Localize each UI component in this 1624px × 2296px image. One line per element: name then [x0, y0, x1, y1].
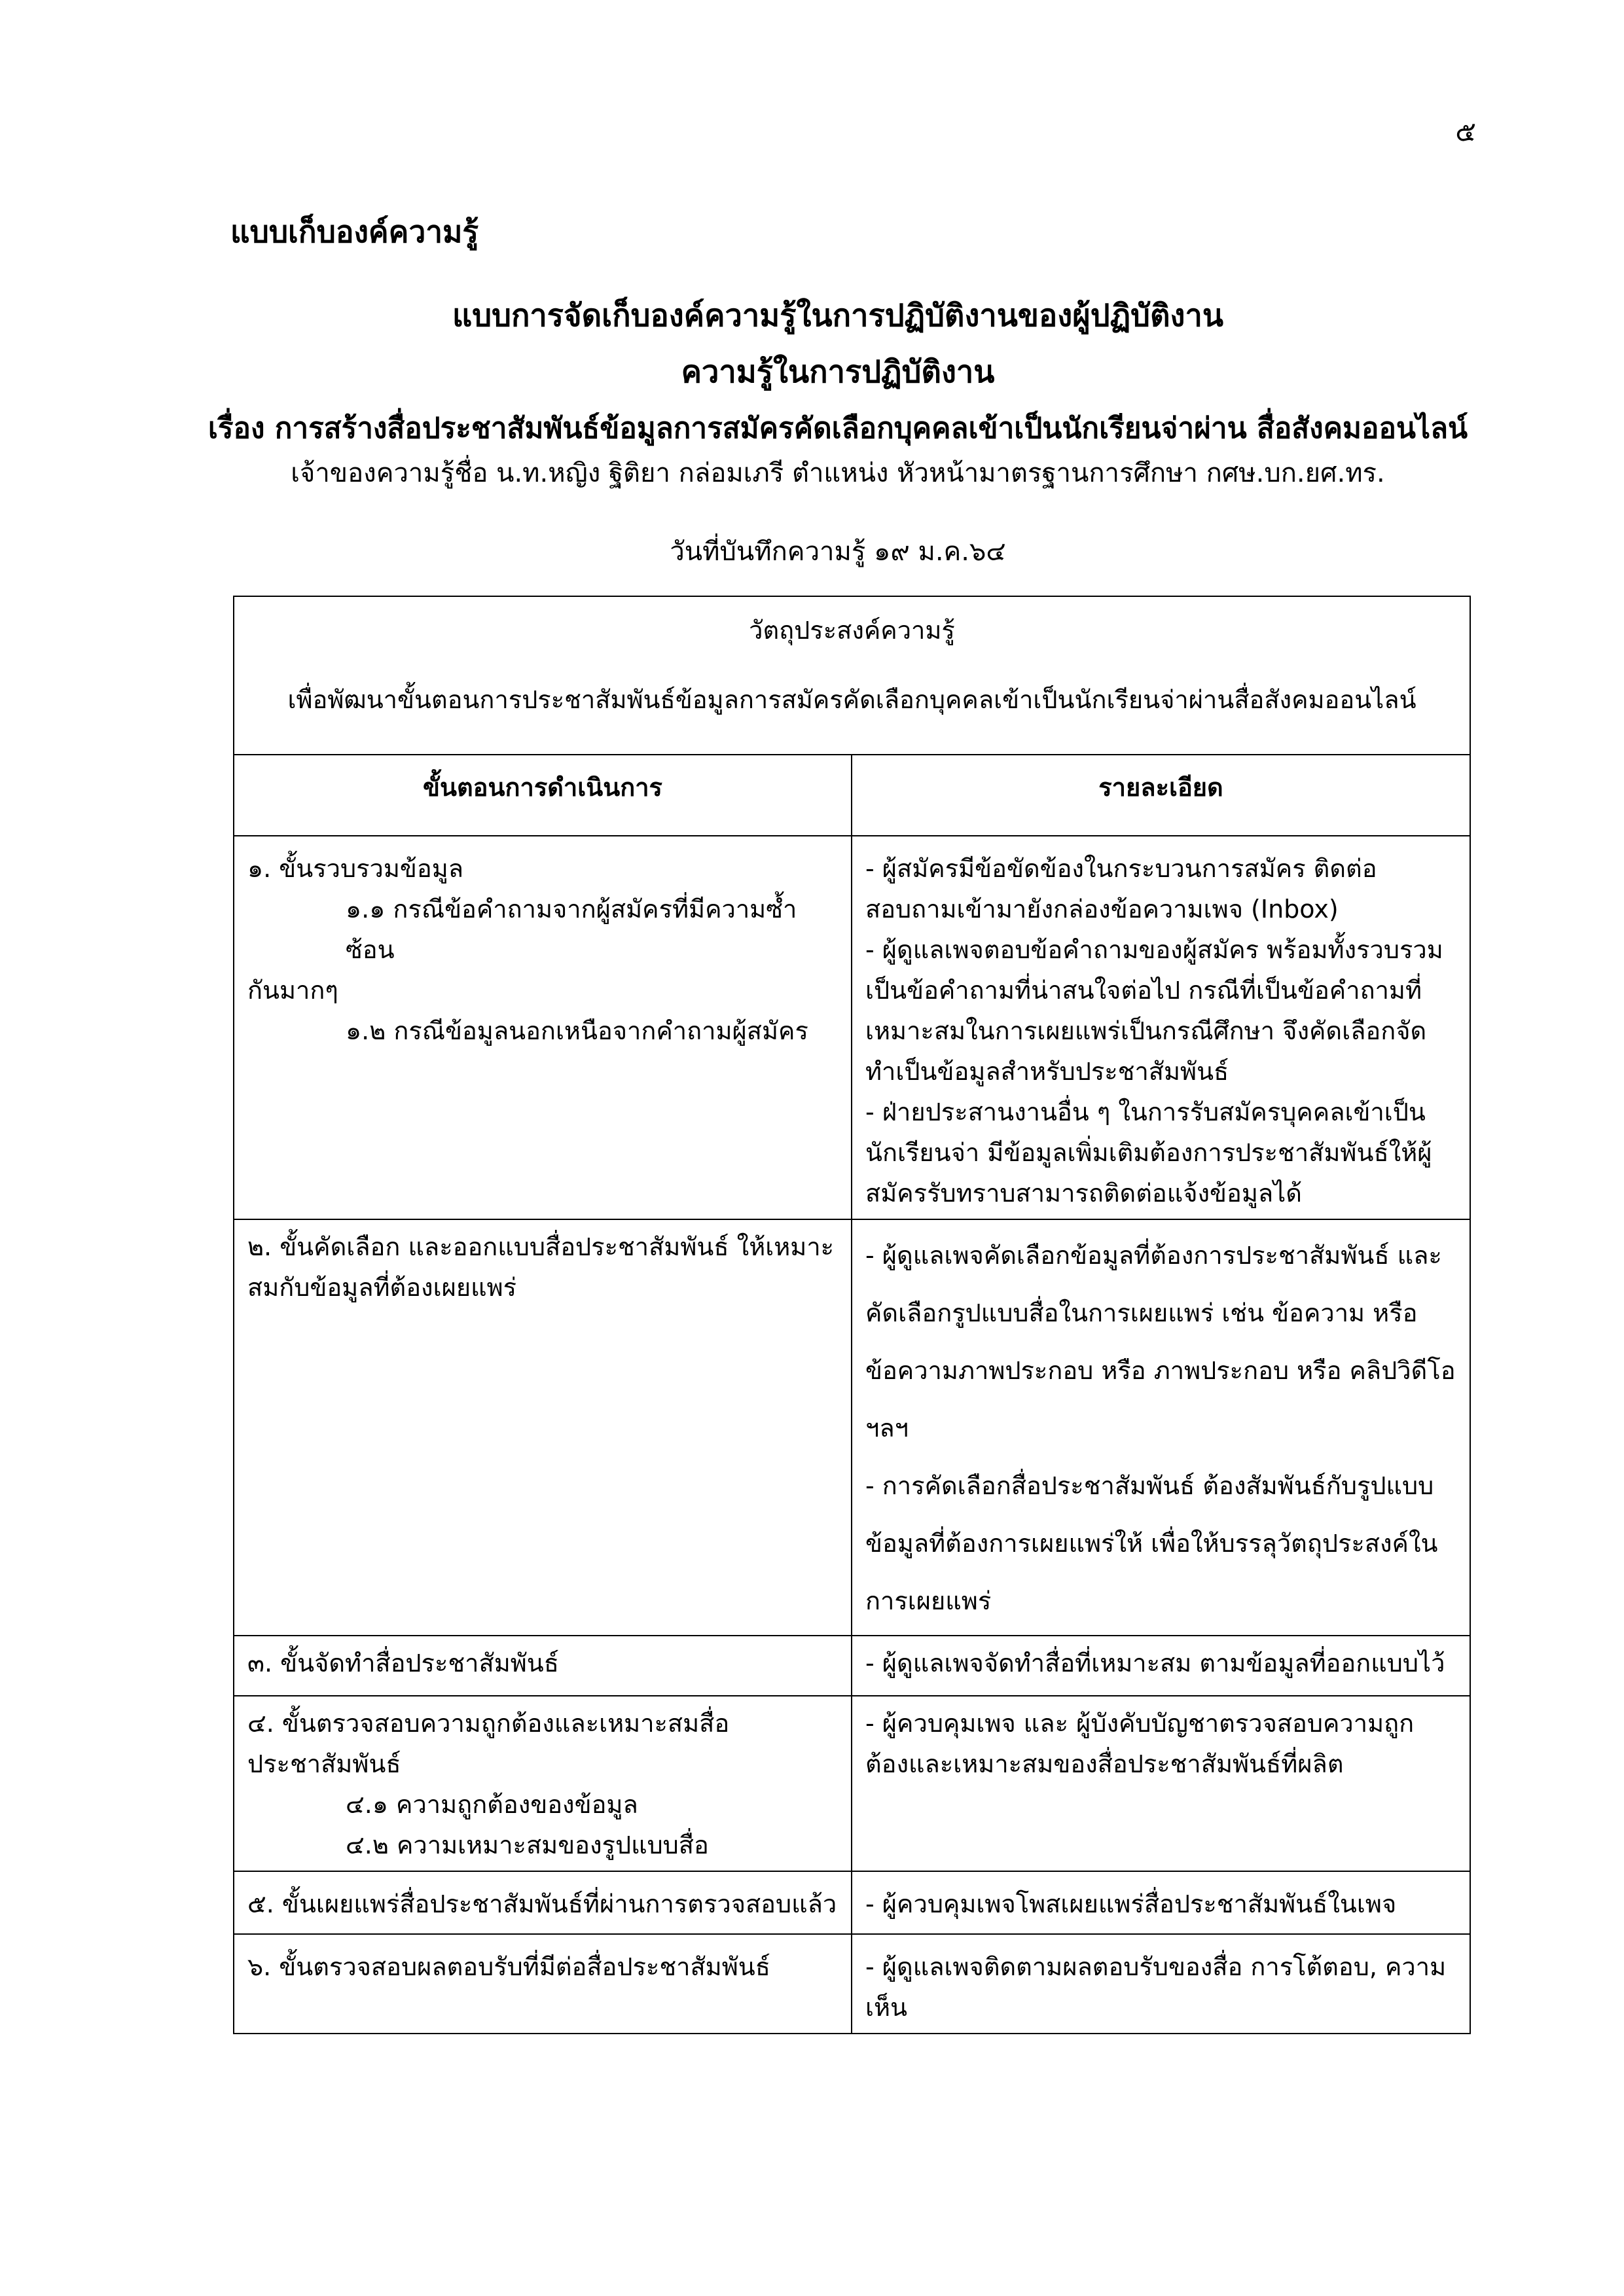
detail-cell — [852, 1696, 1470, 1871]
substep-continuation: กันมากๆ — [247, 976, 338, 1005]
column-header-details: รายละเอียด — [852, 755, 1470, 836]
step-text: ๓. ขั้นจัดทำสื่อประชาสัมพันธ์ — [247, 1649, 559, 1677]
step-cell — [234, 1934, 852, 2034]
substep-text: ๑.๒ กรณีข้อมูลนอกเหนือจากคำถามผู้สมัคร — [346, 1016, 808, 1045]
detail-cell — [852, 836, 1470, 1219]
step-cell — [234, 1219, 852, 1636]
detail-item: - ผู้ควบคุมเพจ และ ผู้บังคับบัญชาตรวจสอบความถูกต้องและเหมาะสมของสื่อประชาสัมพันธ์ที่ผลิต — [865, 1709, 1415, 1778]
knowledge-table — [233, 596, 1471, 2034]
step-cell — [234, 1696, 852, 1871]
detail-cell — [852, 1219, 1470, 1636]
form-label: แบบเก็บองค์ความรู้ — [230, 214, 479, 249]
objective-row — [234, 596, 1470, 755]
detail-item: - ผู้ควบคุมเพจโพสเผยแพร่สื่อประชาสัมพันธ์ในเพจ — [865, 1890, 1397, 1918]
title-line-2: ความรู้ในการปฏิบัติงาน — [681, 354, 995, 390]
detail-item: - ผู้ดูแลเพจจัดทำสื่อที่เหมาะสม ตามข้อมูลที่ออกแบบไว้ — [865, 1649, 1445, 1677]
step-text: ๑. ขั้นรวบรวมข้อมูล — [247, 854, 464, 883]
substep-text: ๔.๒ ความเหมาะสมของรูปแบบสื่อ — [346, 1831, 709, 1859]
step-text: ๒. ขั้นคัดเลือก และออกแบบสื่อประชาสัมพันธ์ ให้เหมาะสมกับข้อมูลที่ต้องเผยแพร่ — [247, 1232, 835, 1302]
detail-cell — [852, 1871, 1470, 1934]
objective-text: เพื่อพัฒนาขั้นตอนการประชาสัมพันธ์ข้อมูลการสมัครคัดเลือกบุคคลเข้าเป็นนักเรียนจ่าผ่านสื่อสังคมออนไลน์ — [287, 685, 1416, 714]
step-text: ๖. ขั้นตรวจสอบผลตอบรับที่มีต่อสื่อประชาสัมพันธ์ — [247, 1952, 770, 1981]
table-row — [234, 1871, 1470, 1934]
knowledge-owner: เจ้าของความรู้ชื่อ น.ท.หญิง ฐิติยา กล่อมเภรี ตำแหน่ง หัวหน้ามาตรฐานการศึกษา กศษ.บก.ยศ.ทร. — [291, 458, 1385, 488]
table-row — [234, 836, 1470, 1219]
substep-text: ๔.๑ ความถูกต้องของข้อมูล — [346, 1790, 638, 1819]
title-line-1: แบบการจัดเก็บองค์ความรู้ในการปฏิบัติงานของผู้ปฏิบัติงาน — [452, 298, 1223, 334]
detail-item: - ผู้ดูแลเพจติดตามผลตอบรับของสื่อ การโต้ตอบ, ความเห็น — [865, 1952, 1447, 2022]
record-date: วันที่บันทึกความรู้ ๑๙ ม.ค.๖๔ — [670, 537, 1006, 567]
step-cell — [234, 1636, 852, 1696]
detail-item: - ผู้สมัครมีข้อขัดข้องในกระบวนการสมัคร ติดต่อสอบถามเข้ามายังกล่องข้อความเพจ (Inbox) — [865, 854, 1377, 924]
step-text: ๕. ขั้นเผยแพร่สื่อประชาสัมพันธ์ที่ผ่านการตรวจสอบแล้ว — [247, 1890, 837, 1918]
substep-text: ๑.๑ กรณีข้อคำถามจากผู้สมัครที่มีความซ้ำซ้อน — [346, 895, 797, 964]
step-cell — [234, 1871, 852, 1934]
objective-cell — [234, 596, 1470, 755]
column-header-steps: ขั้นตอนการดำเนินการ — [234, 755, 852, 836]
table-row — [234, 1696, 1470, 1871]
detail-cell — [852, 1934, 1470, 2034]
table-row — [234, 1636, 1470, 1696]
objective-heading: วัตถุประสงค์ความรู้ — [749, 616, 955, 645]
step-text: ๔. ขั้นตรวจสอบความถูกต้องและเหมาะสมสื่อประชาสัมพันธ์ — [247, 1709, 730, 1778]
title-block — [196, 288, 1479, 457]
detail-item: - ฝ่ายประสานงานอื่น ๆ ในการรับสมัครบุคคลเข้าเป็นนักเรียนจ่า มีข้อมูลเพิ่มเติมต้องการประชาสัมพันธ์ให้ผู้สมัครรับทราบสามารถติดต่อแจ้งข้อมูลได้ — [865, 1098, 1432, 1208]
page-number: ๕ — [1455, 115, 1476, 147]
detail-cell — [852, 1636, 1470, 1696]
title-line-3: เรื่อง การสร้างสื่อประชาสัมพันธ์ข้อมูลการสมัครคัดเลือกบุคคลเข้าเป็นนักเรียนจ่าผ่าน สื่อสังคมออนไลน์ — [208, 412, 1468, 445]
step-cell — [234, 836, 852, 1219]
detail-item: - ผู้ดูแลเพจคัดเลือกข้อมูลที่ต้องการประชาสัมพันธ์ และคัดเลือกรูปแบบสื่อในการเผยแพร่ เช่น ข้อความ หรือ ข้อความภาพประกอบ หรือ ภาพประกอบ หรือ คลิปวิดีโอ ฯลฯ — [865, 1241, 1456, 1443]
table-row — [234, 1219, 1470, 1636]
detail-item: - ผู้ดูแลเพจตอบข้อคำถามของผู้สมัคร พร้อมทั้งรวบรวมเป็นข้อคำถามที่น่าสนใจต่อไป กรณีที่เป็นข้อคำถามที่เหมาะสมในการเผยแพร่เป็นกรณีศึกษา จึงคัดเลือกจัดทำเป็นข้อมูลสำหรับประชาสัมพันธ์ — [865, 935, 1443, 1086]
table-header-row — [234, 755, 1470, 836]
table-row — [234, 1934, 1470, 2034]
detail-item: - การคัดเลือกสื่อประชาสัมพันธ์ ต้องสัมพันธ์กับรูปแบบข้อมูลที่ต้องการเผยแพร่ให้ เพื่อให้บรรลุวัตถุประสงค์ในการเผยแพร่ — [865, 1471, 1438, 1615]
